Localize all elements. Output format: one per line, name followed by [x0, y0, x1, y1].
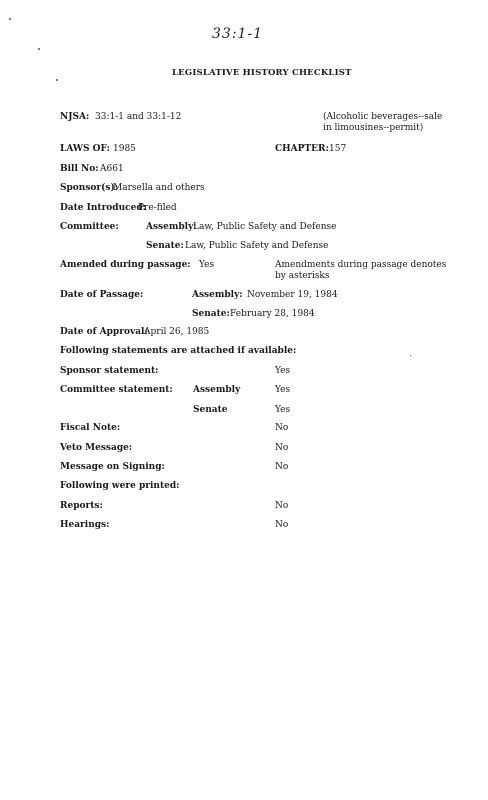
laws-of-label: LAWS OF: — [60, 144, 110, 154]
committee-statement-label: Committee statement: — [60, 385, 173, 395]
bill-no-value: A661 — [100, 164, 124, 174]
bill-no-label: Bill No: — [60, 164, 99, 174]
amended-note-line2: by asterisks — [275, 271, 330, 281]
veto-message-value: No — [275, 443, 289, 453]
amended-value: Yes — [199, 260, 215, 270]
message-on-signing-label: Message on Signing: — [60, 462, 165, 472]
laws-of-value: 1985 — [113, 144, 136, 154]
chapter-label: CHAPTER: — [275, 144, 329, 154]
attached-heading: Following statements are attached if available: — [60, 346, 297, 356]
sponsors-label: Sponsor(s): — [60, 183, 119, 193]
committee-assembly-value: Law, Public Safety and Defense — [193, 222, 337, 232]
sponsor-statement-label: Sponsor statement: — [60, 366, 159, 376]
reports-value: No — [275, 501, 289, 511]
committee-label: Committee: — [60, 222, 119, 232]
handwritten-number: 33:1-1 — [212, 26, 264, 42]
passage-assembly-value: November 19, 1984 — [247, 290, 338, 300]
committee-assembly-label: Assembly: — [146, 222, 197, 232]
chapter-value: 157 — [329, 144, 347, 154]
committee-statement-assembly-label: Assembly — [193, 385, 241, 395]
amended-label: Amended during passage: — [60, 260, 191, 270]
date-introduced-value: Pre-filed — [138, 203, 177, 213]
date-of-passage-label: Date of Passage: — [60, 290, 144, 300]
fiscal-note-value: No — [275, 423, 289, 433]
passage-senate-value: February 28, 1984 — [230, 309, 315, 319]
message-on-signing-value: No — [275, 462, 289, 472]
committee-statement-senate-value: Yes — [275, 405, 291, 415]
njsa-note-line2: in limousines--permit) — [323, 123, 424, 133]
scan-speck — [9, 18, 11, 20]
committee-statement-senate-label: Senate — [193, 405, 228, 415]
veto-message-label: Veto Message: — [60, 443, 133, 453]
njsa-value: 33:1-1 and 33:1-12 — [95, 112, 182, 122]
njsa-label: NJSA: — [60, 112, 90, 122]
sponsors-value: Marsella and others — [113, 183, 205, 193]
scan-speck — [38, 48, 40, 50]
sponsor-statement-value: Yes — [275, 366, 291, 376]
committee-statement-assembly-value: Yes — [275, 385, 291, 395]
scan-speck — [56, 79, 58, 81]
printed-heading: Following were printed: — [60, 481, 180, 491]
reports-label: Reports: — [60, 501, 103, 511]
date-of-approval-label: Date of Approval: — [60, 327, 148, 337]
amended-note-line1: Amendments during passage denotes — [275, 260, 447, 270]
date-of-approval-value: April 26, 1985 — [144, 327, 210, 337]
njsa-note-line1: (Alcoholic beverages--sale — [323, 112, 443, 122]
hearings-label: Hearings: — [60, 520, 110, 530]
date-introduced-label: Date Introduced: — [60, 203, 146, 213]
fiscal-note-label: Fiscal Note: — [60, 423, 121, 433]
page-title: LEGISLATIVE HISTORY CHECKLIST — [172, 68, 352, 78]
committee-senate-value: Law, Public Safety and Defense — [185, 241, 329, 251]
hearings-value: No — [275, 520, 289, 530]
passage-senate-label: Senate: — [192, 309, 230, 319]
scan-speck — [410, 355, 411, 356]
passage-assembly-label: Assembly: — [192, 290, 243, 300]
committee-senate-label: Senate: — [146, 241, 184, 251]
